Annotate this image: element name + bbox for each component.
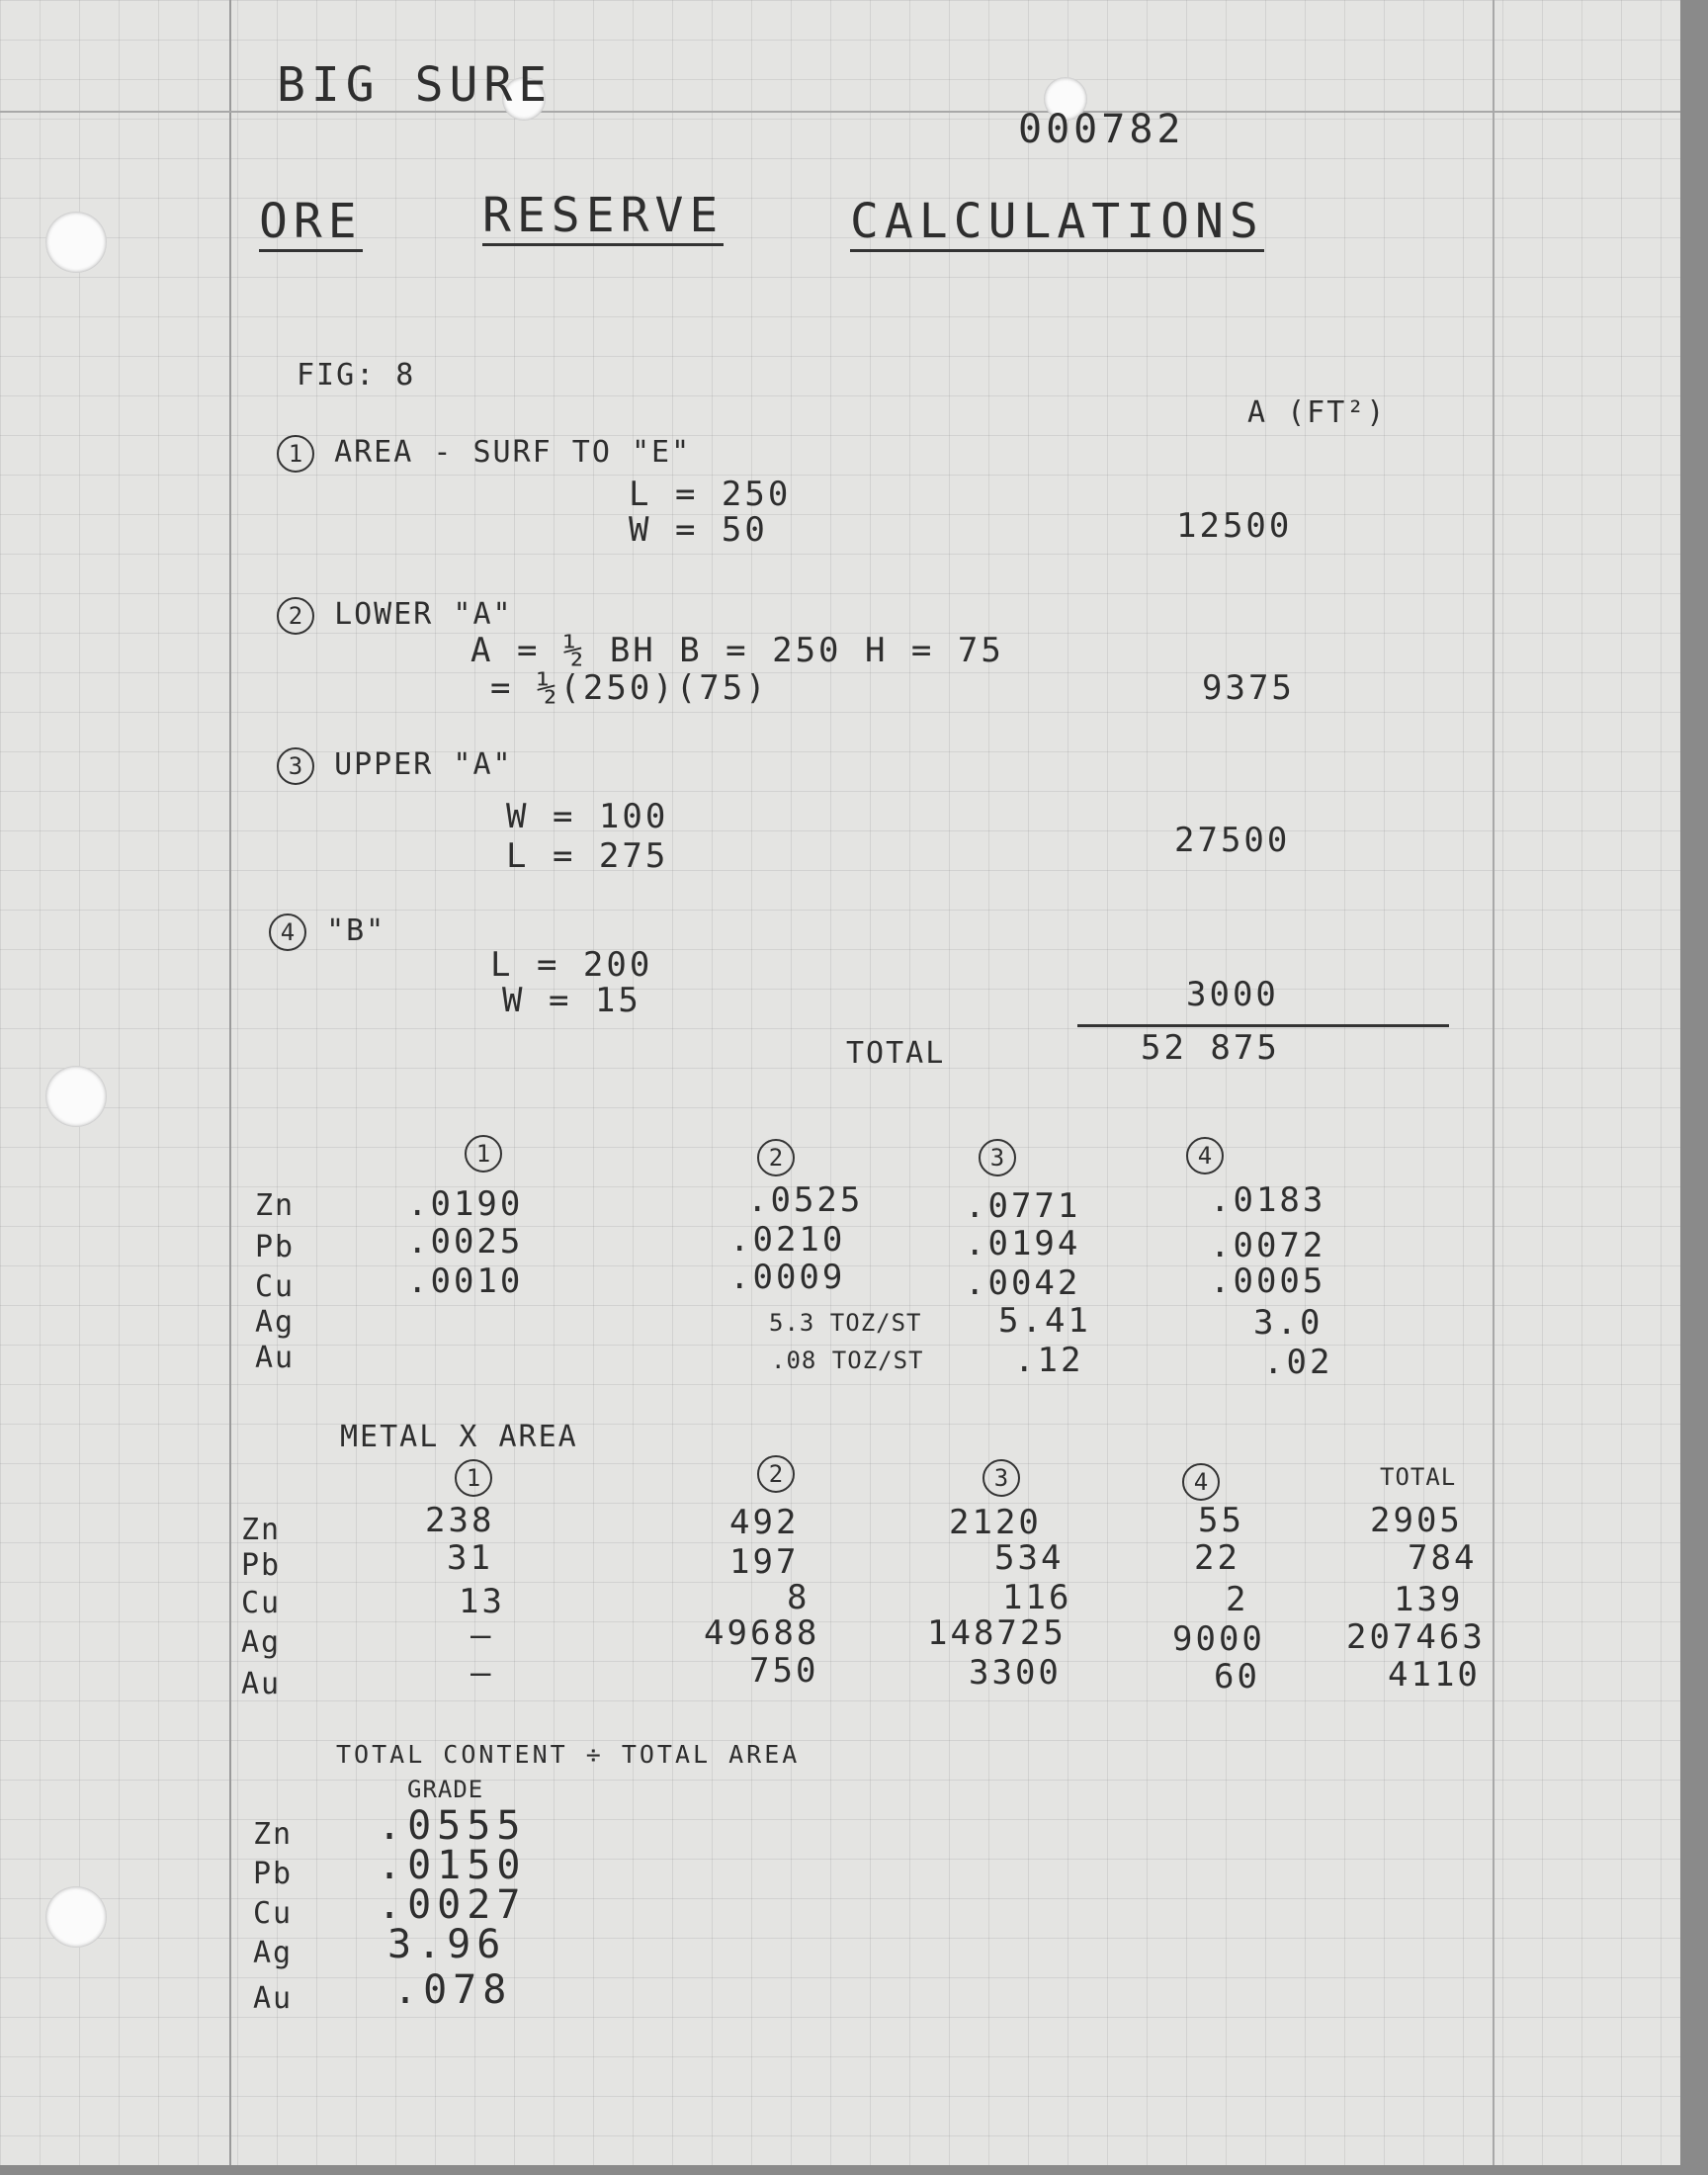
summary-grade-label: GRADE (407, 1776, 484, 1803)
total-label: TOTAL (846, 1036, 946, 1071)
metal-area-value: 116 (1002, 1578, 1072, 1617)
area-1-name: AREA - SURF TO "E" (334, 435, 692, 470)
metal-area-value: 4110 (1388, 1655, 1481, 1695)
area-2-name: LOWER "A" (334, 597, 513, 632)
metal-area-metal: Pb (241, 1548, 282, 1583)
grade-value: .0010 (407, 1262, 524, 1301)
metal-area-value: 534 (994, 1538, 1065, 1578)
summary-metal: Ag (253, 1936, 294, 1970)
grade-value: .08 TOZ/ST (771, 1347, 924, 1374)
area-3-line-1: W = 100 (506, 797, 669, 836)
metal-area-value: 22 (1194, 1538, 1240, 1578)
area-4-heading (269, 914, 385, 951)
metal-area-value: 60 (1214, 1657, 1260, 1696)
grade-value: .0194 (965, 1224, 1081, 1263)
grade-value: .0525 (747, 1180, 864, 1220)
grade-metal: Cu (255, 1269, 296, 1304)
metal-area-col-1: 1 (455, 1459, 492, 1497)
metal-area-value: 31 (447, 1538, 493, 1578)
metal-area-value: 197 (729, 1542, 800, 1582)
grade-metal: Au (255, 1341, 296, 1375)
area-1-line-2: W = 50 (629, 510, 768, 550)
summary-value: 3.96 (387, 1922, 507, 1967)
grade-value: .0072 (1210, 1226, 1326, 1265)
grade-metal: Ag (255, 1305, 296, 1340)
area-4-line-1: L = 200 (490, 945, 653, 985)
metal-area-value: 492 (729, 1503, 800, 1542)
grade-col-2: 2 (757, 1139, 795, 1176)
metal-area-col-total: TOTAL (1380, 1463, 1457, 1491)
metal-area-value: — (470, 1615, 494, 1655)
area-3-heading (277, 747, 513, 785)
grade-value: .0210 (729, 1220, 846, 1260)
punch-hole (45, 1886, 107, 1948)
total-rule (1077, 1024, 1449, 1027)
metal-area-value: 9000 (1172, 1619, 1265, 1659)
grade-value: .0190 (407, 1184, 524, 1224)
area-4-line-2: W = 15 (502, 981, 641, 1020)
grade-col-4: 4 (1186, 1137, 1224, 1174)
punch-hole (45, 1066, 107, 1127)
top-margin-line (0, 111, 1680, 113)
grade-col-1: 1 (465, 1135, 502, 1173)
summary-value: .0027 (378, 1882, 527, 1928)
summary-metal: Pb (253, 1857, 294, 1891)
metal-area-value: 784 (1408, 1538, 1478, 1578)
area-2-value: 9375 (1202, 668, 1295, 708)
grade-metal: Zn (255, 1188, 296, 1223)
summary-metal: Zn (253, 1817, 294, 1852)
grade-value: 5.41 (998, 1301, 1091, 1341)
area-4-number: 4 (269, 914, 306, 951)
metal-area-value: 2120 (949, 1503, 1042, 1542)
metal-area-value: 238 (425, 1501, 495, 1540)
metal-area-value: 13 (459, 1582, 505, 1621)
metal-area-value: 750 (749, 1651, 819, 1691)
metal-area-col-3: 3 (982, 1459, 1020, 1497)
area-3-line-2: L = 275 (506, 836, 669, 876)
metal-area-metal: Ag (241, 1625, 282, 1660)
grade-value: .12 (1014, 1341, 1084, 1380)
area-1-number: 1 (277, 435, 314, 473)
area-1-value: 12500 (1176, 506, 1293, 546)
area-2-heading (277, 597, 513, 635)
right-margin-line (1493, 0, 1494, 2165)
punch-hole (45, 212, 107, 273)
figure-label: FIG: 8 (297, 358, 416, 392)
title-word-ore: ORE (259, 194, 363, 252)
metal-area-title: METAL X AREA (340, 1420, 578, 1454)
total-value: 52 875 (1141, 1028, 1280, 1068)
grade-value: .02 (1263, 1343, 1333, 1382)
summary-value: .078 (393, 1967, 513, 2013)
metal-area-value: 148725 (927, 1613, 1067, 1653)
metal-area-value: 207463 (1346, 1617, 1486, 1657)
area-4-name: "B" (326, 914, 386, 948)
document-number: 000782 (1018, 107, 1185, 152)
grade-value: .0005 (1210, 1262, 1326, 1301)
summary-metal: Au (253, 1981, 294, 2016)
summary-value: .0150 (378, 1843, 527, 1888)
summary-metal: Cu (253, 1896, 294, 1931)
area-2-number: 2 (277, 597, 314, 635)
grade-value: .0042 (965, 1263, 1081, 1303)
metal-area-value: 2905 (1370, 1501, 1463, 1540)
area-3-number: 3 (277, 747, 314, 785)
metal-area-value: 2 (1226, 1580, 1249, 1619)
summary-value: .0555 (378, 1803, 527, 1849)
metal-area-value: 8 (787, 1578, 811, 1617)
area-2-line-2: = ½(250)(75) (490, 668, 769, 708)
area-4-value: 3000 (1186, 975, 1279, 1014)
summary-title: TOTAL CONTENT ÷ TOTAL AREA (336, 1740, 801, 1769)
title-word-reserve: RESERVE (482, 188, 724, 246)
left-margin-line (229, 0, 231, 2165)
metal-area-col-2: 2 (757, 1455, 795, 1493)
grade-value: .0183 (1210, 1180, 1326, 1220)
metal-area-value: 3300 (969, 1653, 1062, 1693)
grade-value: .0771 (965, 1186, 1081, 1226)
area-3-name: UPPER "A" (334, 747, 513, 782)
metal-area-metal: Au (241, 1667, 282, 1701)
metal-area-col-4: 4 (1182, 1463, 1220, 1501)
grade-metal: Pb (255, 1230, 296, 1264)
area-1-line-1: L = 250 (629, 475, 792, 514)
title-word-calculations: CALCULATIONS (850, 194, 1264, 252)
area-2-line-1: A = ½ BH B = 250 H = 75 (470, 631, 1004, 670)
metal-area-value: — (470, 1653, 494, 1693)
grade-value: 3.0 (1253, 1303, 1324, 1343)
metal-area-metal: Zn (241, 1513, 282, 1547)
metal-area-value: 55 (1198, 1501, 1244, 1540)
grade-value: .0009 (729, 1258, 846, 1297)
area-column-header: A (FT²) (1247, 395, 1387, 430)
area-1-heading (277, 435, 691, 473)
grade-value: 5.3 TOZ/ST (769, 1309, 922, 1337)
grade-col-3: 3 (979, 1139, 1016, 1176)
area-3-value: 27500 (1174, 821, 1291, 860)
metal-area-value: 49688 (704, 1613, 820, 1653)
site-name: BIG SURE (277, 57, 554, 113)
metal-area-metal: Cu (241, 1586, 282, 1620)
metal-area-value: 139 (1394, 1580, 1464, 1619)
grade-value: .0025 (407, 1222, 524, 1262)
